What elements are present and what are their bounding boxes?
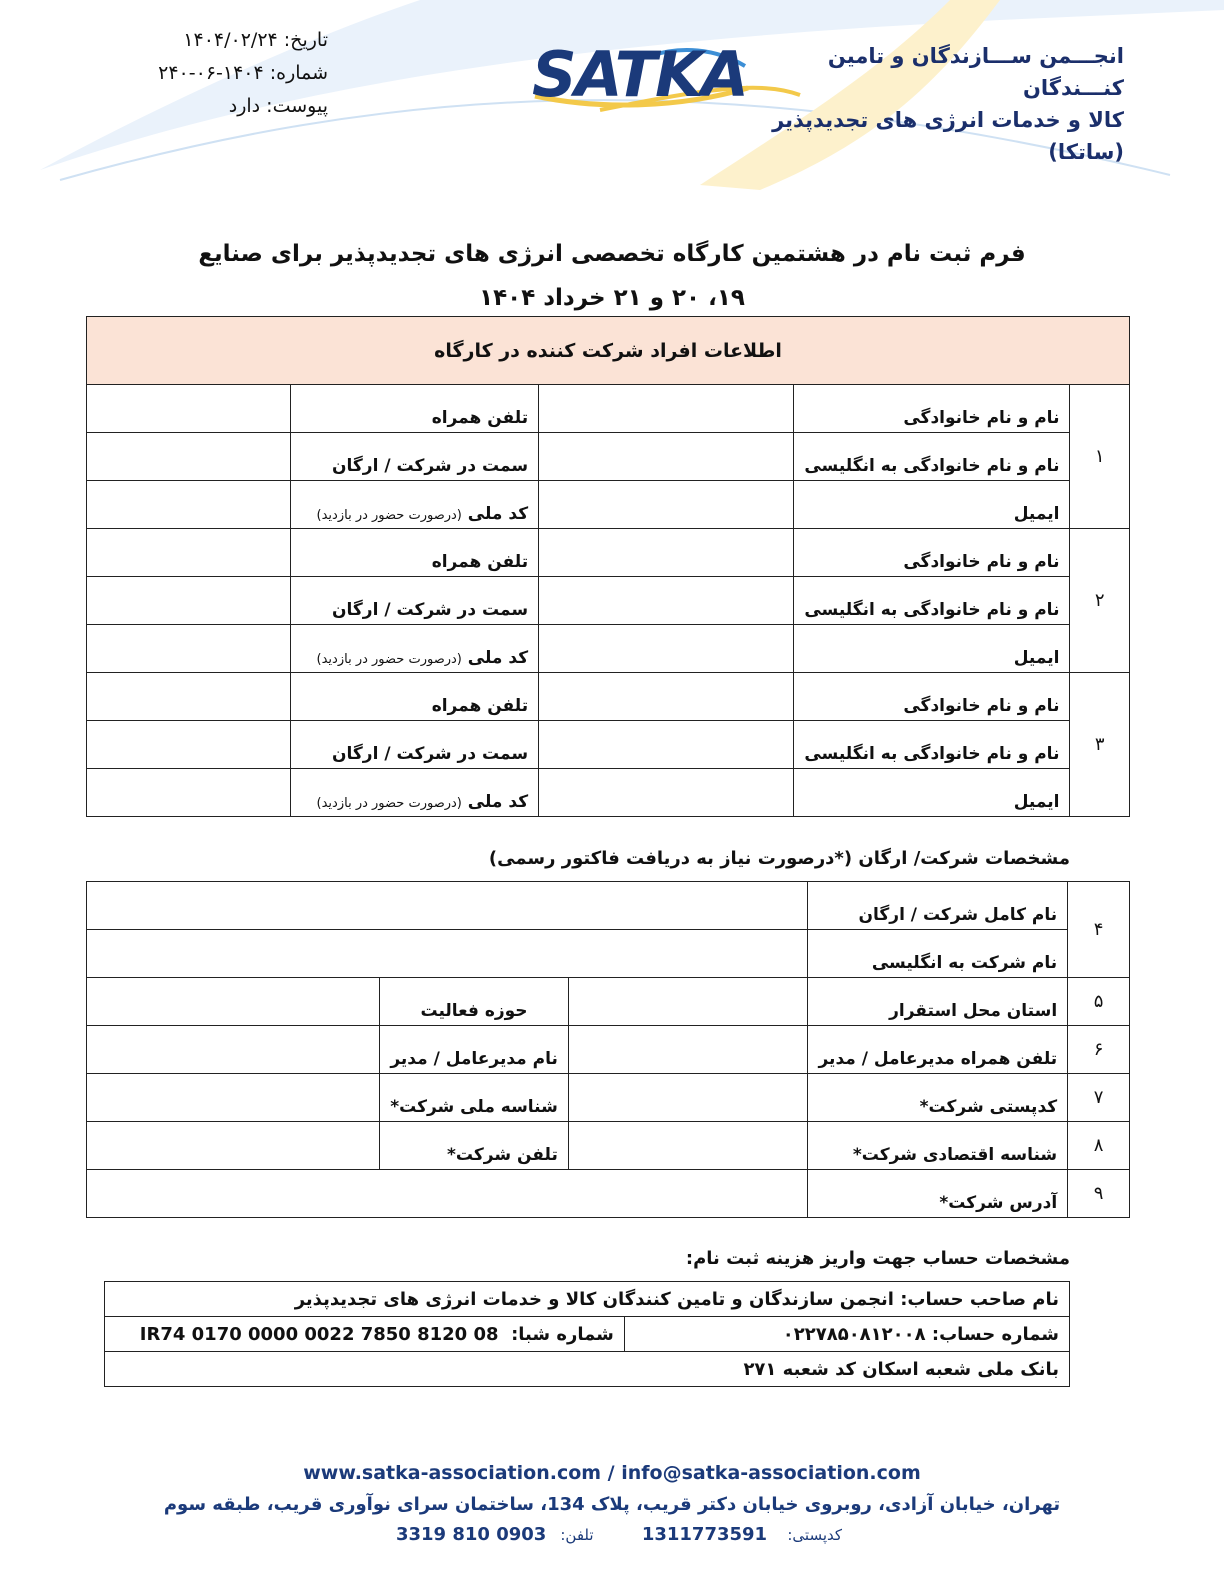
national-id-field[interactable]: [87, 1074, 380, 1122]
name-en-field[interactable]: [539, 577, 794, 625]
date-value: ۱۴۰۴/۰۲/۲۴: [183, 29, 278, 51]
bank-branch: بانک ملی شعبه اسکان کد شعبه ۲۷۱: [105, 1352, 1070, 1387]
name-en-field[interactable]: [539, 433, 794, 481]
phone-label: تلفن:: [560, 1526, 594, 1544]
national-code-note: (درصورت حضور در بازدید): [316, 508, 462, 523]
activity-field[interactable]: [87, 978, 380, 1026]
postal-value: 1311773591: [641, 1524, 768, 1545]
activity-field-label: حوزه فعالیت: [380, 978, 569, 1026]
email-label: ایمیل: [794, 769, 1070, 817]
footer-postal: [628, 1524, 842, 1545]
name-label: نام و نام خانوادگی: [794, 529, 1070, 577]
company-phone-label: تلفن شرکت*: [380, 1122, 569, 1170]
logo-text: SATKA: [532, 38, 748, 108]
national-code-note: (درصورت حضور در بازدید): [316, 796, 462, 811]
ceo-name-field[interactable]: [87, 1026, 380, 1074]
email-label: ایمیل: [794, 625, 1070, 673]
association-line-2: کالا و خدمات انرژی های تجدیدپذیر (ساتکا): [772, 108, 1124, 164]
row-number: ۹: [1068, 1170, 1130, 1218]
name-en-label: نام و نام خانوادگی به انگلیسی: [794, 721, 1070, 769]
email-field[interactable]: [539, 481, 794, 529]
national-code-text: کد ملی: [467, 504, 529, 524]
national-code-note: (درصورت حضور در بازدید): [316, 652, 462, 667]
participants-header: اطلاعات افراد شرکت کننده در کارگاه: [87, 317, 1130, 385]
participant-number: ۳: [1070, 673, 1130, 817]
sheba-value: IR74 0170 0000 0022 7850 8120 08: [139, 1323, 499, 1345]
row-number: ۶: [1068, 1026, 1130, 1074]
name-field[interactable]: [539, 529, 794, 577]
email-field[interactable]: [539, 769, 794, 817]
company-phone-field[interactable]: [87, 1122, 380, 1170]
name-en-label: نام و نام خانوادگی به انگلیسی: [794, 577, 1070, 625]
economic-code-label: شناسه اقتصادی شرکت*: [808, 1122, 1068, 1170]
row-number: ۷: [1068, 1074, 1130, 1122]
footer-phone: [382, 1524, 594, 1545]
satka-logo: [530, 38, 750, 108]
province-field[interactable]: [568, 978, 807, 1026]
participants-table: [86, 316, 1130, 817]
mobile-label: تلفن همراه: [290, 673, 538, 721]
name-en-field[interactable]: [539, 721, 794, 769]
postal-code-label: کدپستی شرکت*: [808, 1074, 1068, 1122]
mobile-label: تلفن همراه: [290, 529, 538, 577]
participant-number: ۱: [1070, 385, 1130, 529]
position-field[interactable]: [87, 433, 291, 481]
national-code-field[interactable]: [87, 625, 291, 673]
account-section-heading: مشخصات حساب جهت واریز هزینه ثبت نام:: [685, 1248, 1070, 1269]
company-full-name-label: نام کامل شرکت / ارگان: [808, 882, 1068, 930]
footer-web-email: www.satka-association.com / info@satka-association.com: [303, 1462, 921, 1484]
province-label: استان محل استقرار: [808, 978, 1068, 1026]
email-label: ایمیل: [794, 481, 1070, 529]
company-address-field[interactable]: [87, 1170, 808, 1218]
account-holder: نام صاحب حساب: انجمن سازندگان و تامین کنندگان کالا و خدمات انرژی های تجدیدپذیر: [105, 1282, 1070, 1317]
number-label: شماره:: [269, 62, 328, 84]
date-row: [118, 24, 328, 57]
row-number: ۵: [1068, 978, 1130, 1026]
letter-meta: [118, 24, 328, 123]
mobile-field[interactable]: [87, 529, 291, 577]
position-label: سمت در شرکت / ارگان: [290, 433, 538, 481]
date-label: تاریخ:: [283, 29, 328, 51]
name-en-label: نام و نام خانوادگی به انگلیسی: [794, 433, 1070, 481]
position-field[interactable]: [87, 577, 291, 625]
national-code-label: [290, 481, 538, 529]
national-code-text: کد ملی: [467, 648, 529, 668]
sheba-cell: [105, 1317, 625, 1352]
sheba-label: شماره شبا:: [511, 1323, 614, 1345]
title-line-2: ۱۹، ۲۰ و ۲۱ خرداد ۱۴۰۴: [479, 285, 745, 311]
postal-code-field[interactable]: [568, 1074, 807, 1122]
participant-number: ۲: [1070, 529, 1130, 673]
page-title: [0, 232, 1224, 320]
footer-address: تهران، خیابان آزادی، روبروی خیابان دکتر قریب، پلاک 134، ساختمان سرای نوآوری قریب، طبقه سوم: [163, 1494, 1061, 1515]
ceo-name-label: نام مدیرعامل / مدیر: [380, 1026, 569, 1074]
national-code-text: کد ملی: [467, 792, 529, 812]
attachment-value: دارد: [228, 95, 261, 117]
mobile-label: تلفن همراه: [290, 385, 538, 433]
company-name-en-label: نام شرکت به انگلیسی: [808, 930, 1068, 978]
position-field[interactable]: [87, 721, 291, 769]
economic-code-field[interactable]: [568, 1122, 807, 1170]
title-line-1: فرم ثبت نام در هشتمین کارگاه تخصصی انرژی های تجدیدپذیر برای صنایع: [198, 241, 1026, 267]
company-table: [86, 881, 1130, 1218]
number-row: [118, 57, 328, 90]
name-label: نام و نام خانوادگی: [794, 673, 1070, 721]
national-code-field[interactable]: [87, 481, 291, 529]
position-label: سمت در شرکت / ارگان: [290, 577, 538, 625]
postal-label: کدپستی:: [787, 1526, 843, 1544]
row-number: ۸: [1068, 1122, 1130, 1170]
national-code-label: [290, 769, 538, 817]
national-code-field[interactable]: [87, 769, 291, 817]
footer-contact: [0, 1524, 1224, 1545]
account-number: شماره حساب: ۰۲۲۷۸۵۰۸۱۲۰۰۸: [624, 1317, 1069, 1352]
name-field[interactable]: [539, 385, 794, 433]
company-section-heading: مشخصات شرکت/ ارگان (*درصورت نیاز به دریافت فاکتور رسمی): [488, 848, 1070, 869]
national-id-label: شناسه ملی شرکت*: [380, 1074, 569, 1122]
name-field[interactable]: [539, 673, 794, 721]
attachment-label: پیوست:: [266, 95, 328, 117]
row-number: ۴: [1068, 882, 1130, 978]
name-label: نام و نام خانوادگی: [794, 385, 1070, 433]
association-line-1: انجـــمن ســـازندگان و تامین کنـــندگان: [827, 44, 1124, 100]
association-name: [760, 40, 1124, 168]
position-label: سمت در شرکت / ارگان: [290, 721, 538, 769]
ceo-mobile-label: تلفن همراه مدیرعامل / مدیر: [808, 1026, 1068, 1074]
number-value: ۱۴۰۴-۰۶-۲۴۰: [158, 62, 264, 84]
account-table: [104, 1281, 1070, 1387]
mobile-field[interactable]: [87, 673, 291, 721]
company-full-name-field[interactable]: [87, 882, 808, 930]
company-address-label: آدرس شرکت*: [808, 1170, 1068, 1218]
email-field[interactable]: [539, 625, 794, 673]
company-name-en-field[interactable]: [87, 930, 808, 978]
mobile-field[interactable]: [87, 385, 291, 433]
attachment-row: [118, 90, 328, 123]
ceo-mobile-field[interactable]: [568, 1026, 807, 1074]
phone-value: 0903 810 3319: [395, 1524, 547, 1545]
national-code-label: [290, 625, 538, 673]
